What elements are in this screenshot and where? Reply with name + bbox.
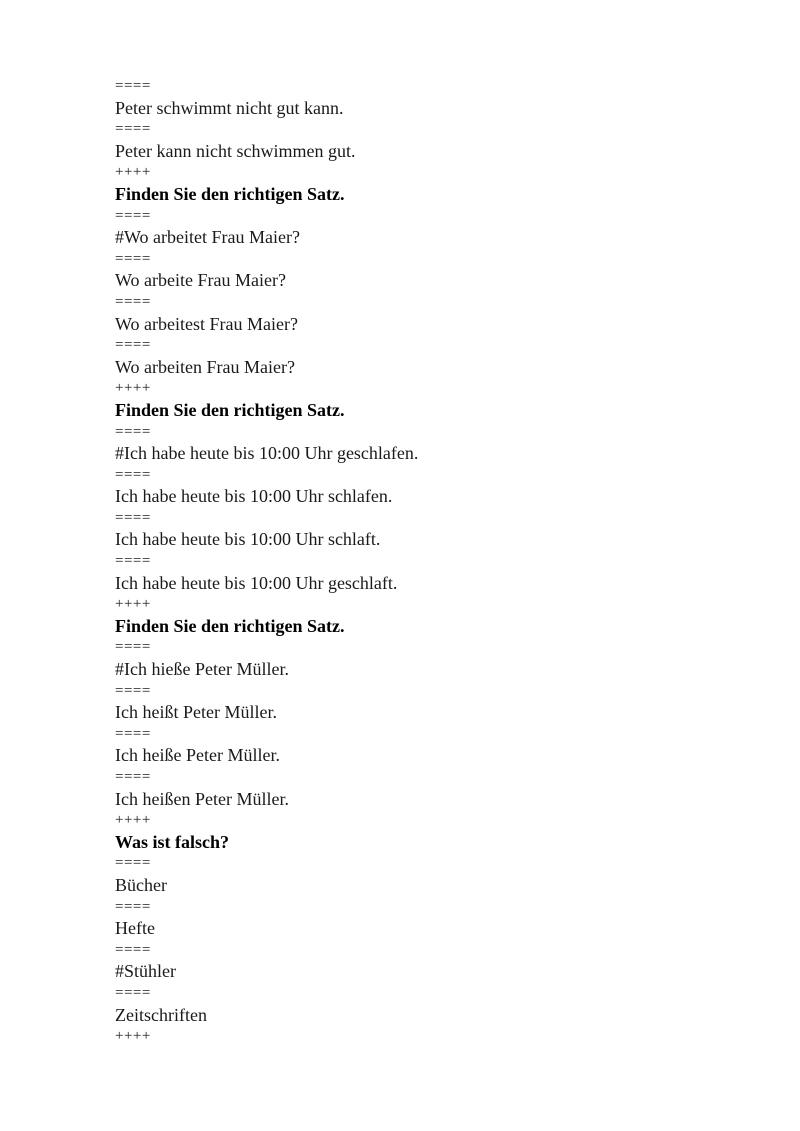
separator-line: ==== — [115, 639, 151, 656]
separator-line: ==== — [115, 337, 151, 354]
question-heading: Finden Sie den richtigen Satz. — [115, 183, 345, 204]
answer-option: Ich habe heute bis 10:00 Uhr schlaft. — [115, 529, 381, 550]
separator-line: ==== — [115, 207, 151, 224]
separator-line: ==== — [115, 78, 151, 94]
answer-option: Wo arbeiten Frau Maier? — [115, 356, 295, 377]
question-heading: Finden Sie den richtigen Satz. — [115, 615, 345, 636]
answer-option: Ich habe heute bis 10:00 Uhr geschlaft. — [115, 572, 398, 593]
answer-option: Peter schwimmt nicht gut kann. — [115, 97, 344, 118]
answer-option: Ich heiße Peter Müller. — [115, 745, 280, 766]
separator-line: ==== — [115, 423, 151, 440]
answer-option-correct: #Ich hieße Peter Müller. — [115, 659, 289, 680]
question-heading: Was ist falsch? — [115, 831, 230, 852]
answer-option: Ich habe heute bis 10:00 Uhr schlafen. — [115, 486, 393, 507]
answer-option: Hefte — [115, 918, 155, 939]
separator-line: ++++ — [115, 164, 151, 181]
separator-line: ==== — [115, 855, 151, 872]
separator-line: ++++ — [115, 812, 151, 829]
separator-line: ++++ — [115, 380, 151, 397]
answer-option-correct: #Stühler — [115, 961, 176, 982]
separator-line: ==== — [115, 984, 151, 1001]
separator-line: ==== — [115, 509, 151, 526]
question-heading: Finden Sie den richtigen Satz. — [115, 399, 345, 420]
answer-option: Zeitschriften — [115, 1004, 207, 1025]
separator-line: ==== — [115, 293, 151, 310]
answer-option-correct: #Ich habe heute bis 10:00 Uhr geschlafen. — [115, 443, 419, 464]
answer-option: Bücher — [115, 874, 167, 895]
separator-line: ==== — [115, 941, 151, 958]
document-body — [115, 76, 735, 1048]
separator-line: ==== — [115, 121, 151, 138]
answer-option: Wo arbeitest Frau Maier? — [115, 313, 298, 334]
separator-line: ==== — [115, 725, 151, 742]
answer-option: Ich heißen Peter Müller. — [115, 788, 289, 809]
answer-option: Ich heißt Peter Müller. — [115, 702, 277, 723]
separator-line: ==== — [115, 553, 151, 570]
separator-line: ==== — [115, 898, 151, 915]
answer-option-correct: #Wo arbeitet Frau Maier? — [115, 227, 300, 248]
separator-line: ++++ — [115, 596, 151, 613]
document-page — [115, 76, 735, 1048]
separator-line: ==== — [115, 466, 151, 483]
separator-line: ==== — [115, 769, 151, 785]
separator-line: ++++ — [115, 1028, 151, 1045]
answer-option: Peter kann nicht schwimmen gut. — [115, 140, 356, 161]
separator-line: ==== — [115, 250, 151, 267]
separator-line: ==== — [115, 682, 151, 699]
answer-option: Wo arbeite Frau Maier? — [115, 270, 286, 291]
